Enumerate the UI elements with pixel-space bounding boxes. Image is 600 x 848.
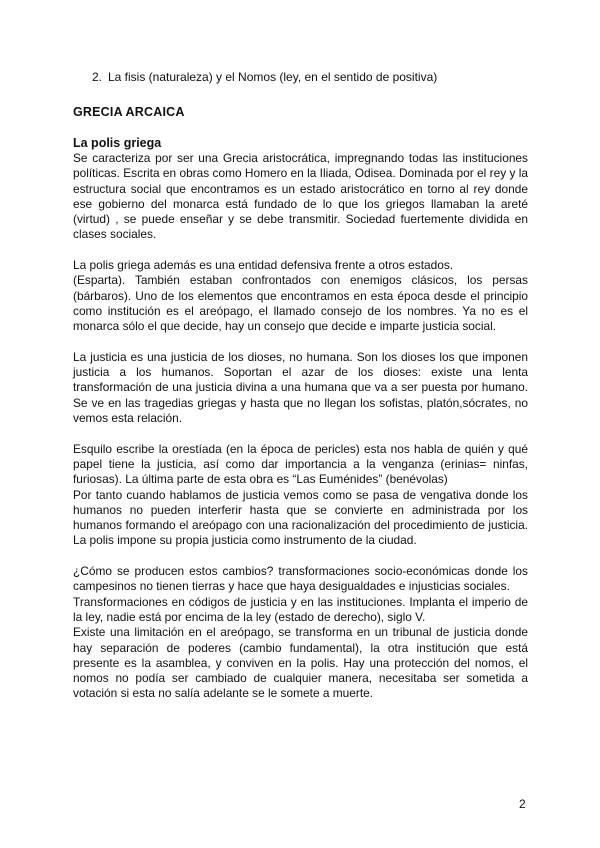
document-body bbox=[73, 135, 528, 702]
paragraph: Existe una limitación en el areópago, se transforma en un tribunal de justicia donde hay separación de poderes (cambio fundamental), la otra institución que está presente es la asamblea, y conviven en la polis. Hay una protección del nomos, el nomos no podía ser cambiado de cualquier manera, necesitaba ser sometida a votación si esta no salía adelante se le somete a muerte. bbox=[73, 625, 528, 701]
paragraph-spacer bbox=[73, 335, 528, 350]
paragraph-spacer bbox=[73, 426, 528, 441]
paragraph: Se caracteriza por ser una Grecia aristocrática, impregnando todas las instituciones políticas. Escrita en obras como Homero en la Iliada, Odisea. Dominada por el rey y la estructura social que encontramos es un estado aristocrático en torno al rey donde ese gobierno del monarca está fundado de lo que los griegos llamaban la areté (virtud) , se puede enseñar y se debe transmitir. Sociedad fuertemente dividida en clases sociales. bbox=[73, 151, 528, 242]
list-item-text: La fisis (naturaleza) y el Nomos (ley, en el sentido de positiva) bbox=[108, 70, 438, 84]
paragraph: Por tanto cuando hablamos de justicia vemos como se pasa de vengativa donde los humanos no pueden interferir hasta que se convierte en administrada por los humanos formando el areópago con una racionalización del procedimiento de justicia. La polis impone su propia justicia como instrumento de la ciudad. bbox=[73, 487, 528, 548]
numbered-list-item bbox=[92, 70, 437, 85]
paragraph: Transformaciones en códigos de justicia y en las instituciones. Implanta el imperio de la ley, nadie está por encima de la ley (estado de derecho), siglo V. bbox=[73, 594, 528, 624]
subheading: La polis griega bbox=[73, 136, 162, 150]
paragraph-spacer bbox=[73, 549, 528, 564]
paragraph: La justicia es una justicia de los dioses, no humana. Son los dioses los que imponen justicia a los humanos. Soportan el azar de los dioses: existe una lenta transformación de una justicia divina a una humana que va a ser puesta por humano. Se ve en las tragedias griegas y hasta que no llegan los sofistas, platón,sócrates, no vemos esta relación. bbox=[73, 349, 528, 426]
section-title: GRECIA ARCAICA bbox=[73, 105, 185, 119]
paragraph: (Esparta). También estaban confrontados con enemigos clásicos, los persas (bárbaros). Uno de los elementos que encontramos en esta época desde el principio como institución es el areópago, el llamado consejo de los nombres. Ya no es el monarca sólo el que decide, hay un consejo que decide e imparte justicia social. bbox=[73, 273, 528, 334]
list-number: 2. bbox=[92, 70, 103, 84]
page-number: 2 bbox=[519, 797, 526, 811]
paragraph-spacer bbox=[73, 243, 528, 258]
paragraph: La polis griega además es una entidad defensiva frente a otros estados. bbox=[73, 258, 454, 273]
paragraph: ¿Cómo se producen estos cambios? transformaciones socio-económicas donde los campesinos no tienen tierras y hace que haya desigualdades e injusticias sociales. bbox=[73, 564, 528, 594]
paragraph: Esquilo escribe la orestíada (en la época de pericles) esta nos habla de quién y qué papel tiene la justicia, así como dar importancia a la venganza (erinias= ninfas, furiosas). La última parte de esta obra es “Las Euménides” (benévolas) bbox=[73, 441, 528, 487]
